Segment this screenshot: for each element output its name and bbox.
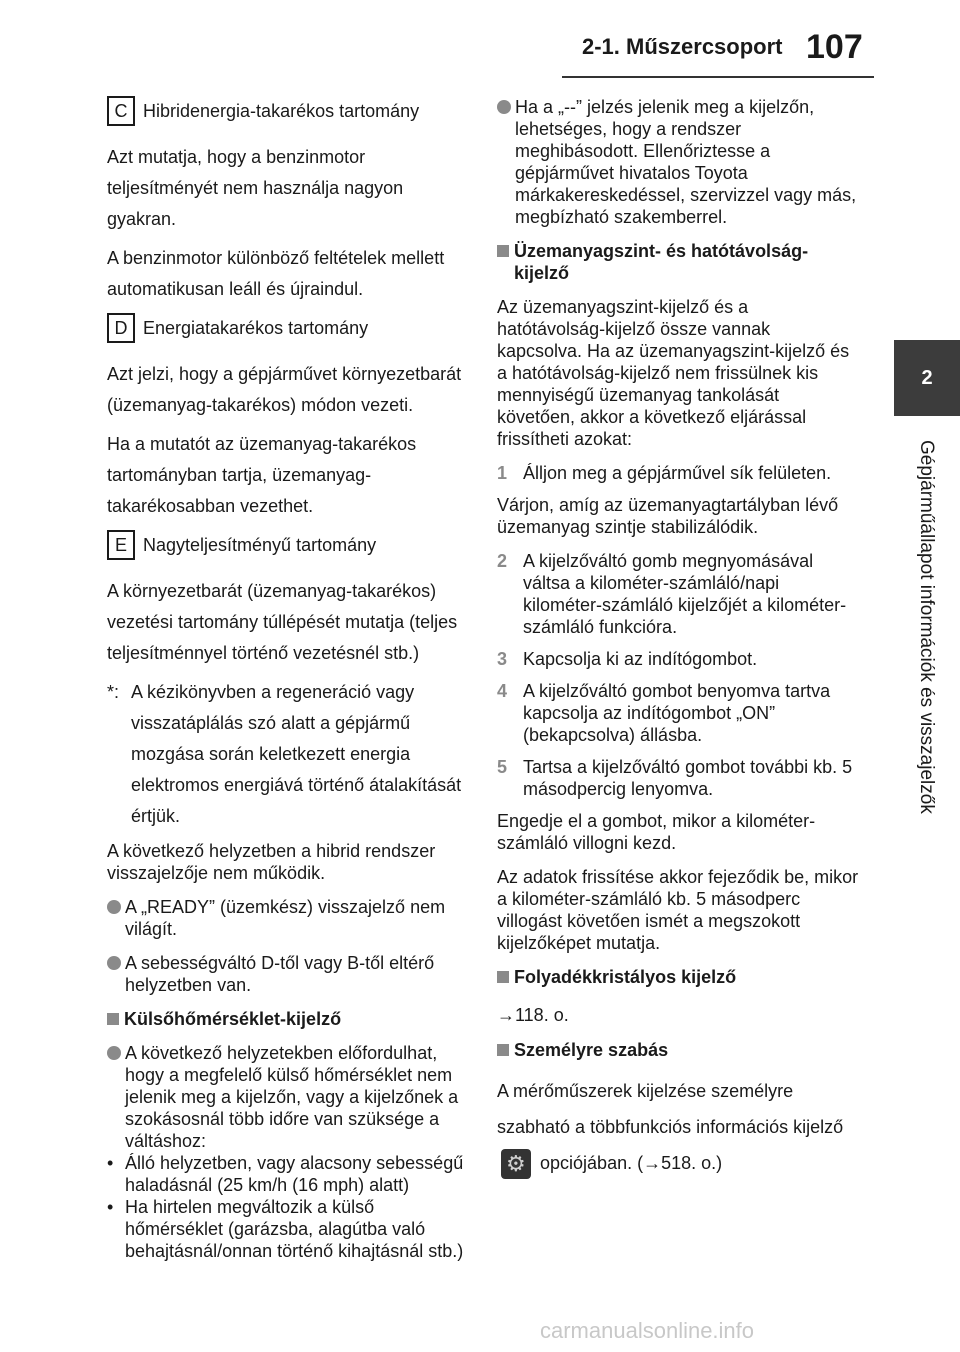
chapter-tab: 2 <box>894 340 960 416</box>
section-d-text2: Ha a mutatót az üzemanyag-takarékos tartományban tartja, üzemanyag-takarékosabban vezethet. <box>107 434 417 516</box>
customization-heading <box>497 1039 859 1061</box>
sub-bullet-text: Ha hirtelen megváltozik a külső hőmérséklet (garázsba, alagútba való behajtásnál/onnan történő kihajtásnál stb.) <box>125 1197 464 1261</box>
step-item <box>497 680 859 746</box>
list-item <box>107 896 469 940</box>
step-item <box>497 756 859 800</box>
lcd-heading <box>497 966 859 988</box>
step-number: 4 <box>497 681 508 701</box>
sub-bullet: • <box>107 1153 114 1173</box>
step-item <box>497 550 859 638</box>
header-title: 2-1. Műszercsoport <box>582 34 783 59</box>
step-number: 1 <box>497 463 508 483</box>
square-bullet-icon <box>497 1044 509 1056</box>
sub-bullet: • <box>107 1197 114 1217</box>
fuel-text: Az üzemanyagszint-kijelző és a hatótávolság-kijelző össze vannak kapcsolva. Ha az üzemanyagszint-kijelző és a hatótávolság-kijelző nem frissülnek kis mennyiségű üzemanyag tankolását követően, akkor a következő eljárással frissítheti azokat: <box>497 297 850 449</box>
footnote-mark: *: <box>107 682 120 702</box>
watermark: carmanualsonline.info <box>540 1318 755 1343</box>
customization-text-b: opciójában. (→518. o.) <box>540 1153 723 1173</box>
step-number: 3 <box>497 649 508 669</box>
heading-text: Folyadékkristályos kijelző <box>514 967 737 987</box>
section-c-title: Hibridenergia-takarékos tartomány <box>143 101 420 121</box>
step-text: A kijelzőváltó gombot benyomva tartva kapcsolja az indítógombot „ON” (bekapcsolva) állásba. <box>523 681 831 745</box>
label-box-c: C <box>107 96 135 126</box>
list-item <box>107 1042 469 1152</box>
release-text: Engedje el a gombot, mikor a kilométer-számláló villogni kezd. <box>497 811 816 853</box>
bullet-dot-icon <box>107 900 121 914</box>
outside-temp-heading <box>107 1008 469 1030</box>
bullet-text: Ha a „--” jelzés jelenik meg a kijelzőn, lehetséges, hogy a rendszer meghibásodott. Ellenőriztesse a gépjárművet hivatalos Toyota márkakereskedéssel, szervizzel vagy más, megbízható szakemberrel. <box>515 97 857 227</box>
square-bullet-icon <box>497 971 509 983</box>
step-text: A kijelzőváltó gomb megnyomásával váltsa a kilométer-számláló/napi kilométer-számláló kijelzőjét a kilométer-számláló funkcióra. <box>523 551 847 637</box>
section-e-title: Nagyteljesítményű tartomány <box>143 535 377 555</box>
step-text: Kapcsolja ki az indítógombot. <box>523 649 758 669</box>
heading-text: Üzemanyagszint- és hatótávolság-kijelző <box>514 241 809 283</box>
hybrid-text: A következő helyzetben a hibrid rendszer visszajelzője nem működik. <box>107 841 436 883</box>
list-item <box>497 96 859 228</box>
customization-text <box>497 1073 859 1181</box>
list-item <box>107 952 469 996</box>
settings-gear-icon <box>501 1149 531 1179</box>
label-box-e: E <box>107 530 135 560</box>
section-d-heading <box>107 313 469 343</box>
step-item <box>497 462 859 484</box>
step-number: 2 <box>497 551 508 571</box>
footnote-text: A kézikönyvben a regeneráció vagy visszatáplálás szó alatt a gépjármű mozgása során keletkezett energia elektromos energiává történő átalakítását értjük. <box>131 682 462 826</box>
step-text: Tartsa a kijelzőváltó gombot további kb. 5 másodpercig lenyomva. <box>523 757 853 799</box>
heading-text: Külsőhőmérséklet-kijelző <box>124 1009 342 1029</box>
step-text: Álljon meg a gépjárművel sík felületen. <box>523 463 832 483</box>
wait-text: Várjon, amíg az üzemanyagtartályban lévő üzemanyag szintje stabilizálódik. <box>497 495 839 537</box>
section-e-text: A környezetbarát (üzemanyag-takarékos) vezetési tartomány túllépését mutatja (teljes teljesítménnyel történő vezetésnél stb.) <box>107 581 458 663</box>
section-c-heading <box>107 96 469 126</box>
square-bullet-icon <box>107 1013 119 1025</box>
chapter-title-vertical: Gépjárműállapot információk és visszajelzők <box>916 440 937 814</box>
bullet-dot-icon <box>107 1046 121 1060</box>
sub-list-item <box>107 1196 469 1262</box>
section-c-text2: A benzinmotor különböző feltételek mellett automatikusan leáll és újraindul. <box>107 248 445 299</box>
fuel-heading <box>497 240 859 284</box>
section-c-text: Azt mutatja, hogy a benzinmotor teljesítményét nem használja nagyon gyakran. <box>107 147 404 229</box>
footnote <box>107 677 469 832</box>
lcd-page-ref: →118. o. <box>497 1005 569 1025</box>
left-column <box>107 96 469 1262</box>
bullet-dot-icon <box>107 956 121 970</box>
label-box-d: D <box>107 313 135 343</box>
customization-text-a: A mérőműszerek kijelzése személyre szabható a többfunkciós információs kijelző <box>497 1081 844 1137</box>
step-number: 5 <box>497 757 508 777</box>
sub-bullet-text: Álló helyzetben, vagy alacsony sebességű haladásnál (25 km/h (16 mph) alatt) <box>125 1153 464 1195</box>
bullet-text: A következő helyzetekben előfordulhat, hogy a megfelelő külső hőmérséklet nem jelenik meg a kijelzőn, vagy a kijelzőnek a szokásosnál több időre van szüksége a váltáshoz: <box>125 1043 459 1151</box>
sub-list-item <box>107 1152 469 1196</box>
bullet-dot-icon <box>497 100 511 114</box>
bullet-text: A sebességváltó D-től vagy B-től eltérő helyzetben van. <box>125 953 435 995</box>
right-column <box>497 96 859 1189</box>
page-number: 107 <box>806 28 863 66</box>
heading-text: Személyre szabás <box>514 1040 669 1060</box>
square-bullet-icon <box>497 245 509 257</box>
bullet-text: A „READY” (üzemkész) visszajelző nem világít. <box>125 897 446 939</box>
section-d-text: Azt jelzi, hogy a gépjárművet környezetbarát (üzemanyag-takarékos) módon vezeti. <box>107 364 462 415</box>
update-text: Az adatok frissítése akkor fejeződik be, mikor a kilométer-számláló kb. 5 másodperc villogást követően ismét a megszokott kijelzőképet mutatja. <box>497 867 859 953</box>
step-item <box>497 648 859 670</box>
header-rule <box>562 76 874 78</box>
section-d-title: Energiatakarékos tartomány <box>143 318 369 338</box>
section-e-heading <box>107 530 469 560</box>
